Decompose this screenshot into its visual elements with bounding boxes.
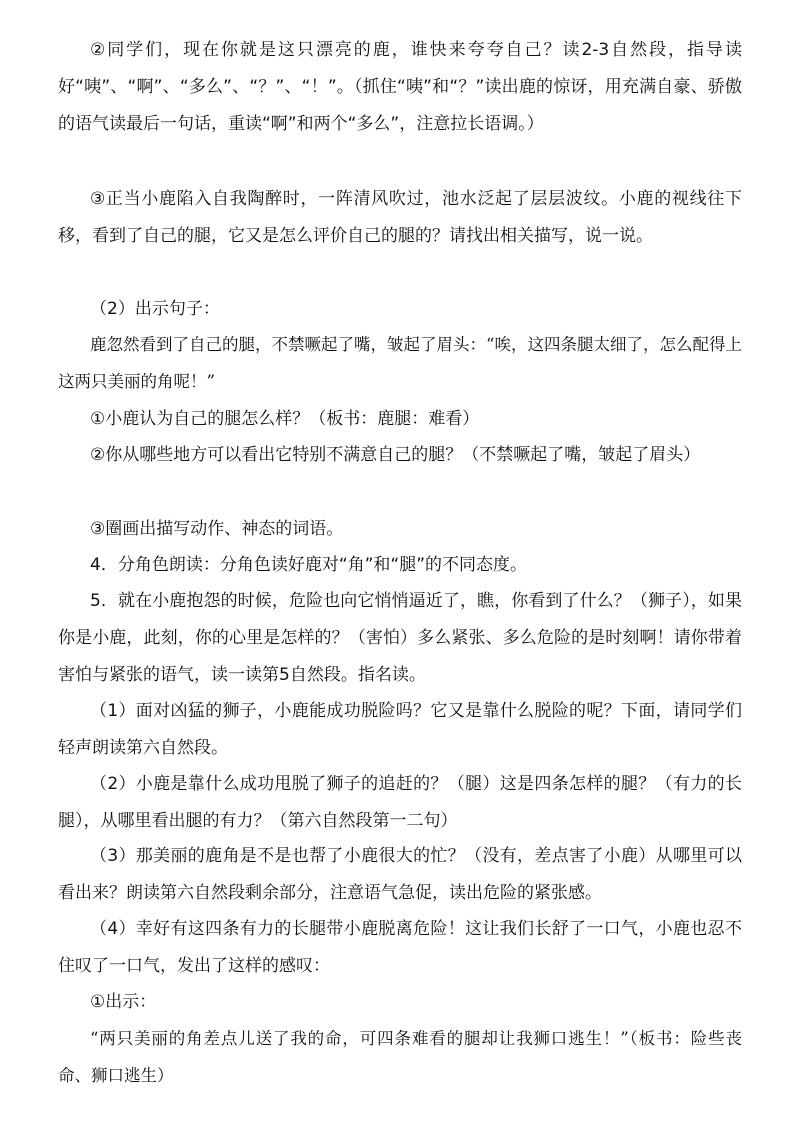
paragraph-legs-strength: （2）小鹿是靠什么成功甩脱了狮子的追赶的？（腿）这是四条怎样的腿？（有力的长腿），从哪里看出腿的有力？（第六自然段第一二句） <box>58 774 742 831</box>
paragraph-escape-question: （1）面对凶猛的狮子，小鹿能成功脱险吗？它又是靠什么脱险的呢？下面，请同学们轻声朗读第六自然段。 <box>58 701 742 758</box>
paragraph-look-at-legs: ③正当小鹿陷入自我陶醉时，一阵清风吹过，池水泛起了层层波纹。小鹿的视线往下移，看到了自己的腿，它又是怎么评价自己的腿的？请找出相关描写，说一说。 <box>58 189 742 246</box>
paragraph-question-3: ③圈画出描写动作、神态的词语。 <box>90 519 344 539</box>
paragraph-danger: 5．就在小鹿抱怨的时候，危险也向它悄悄逼近了，瞧，你看到了什么？（狮子），如果你是小鹿，此刻，你的心里是怎样的？（害怕）多么紧张、多么危险的是时刻啊！请你带着害怕与紧张的语气，读一读第5自然段。指名读。 <box>58 591 742 685</box>
paragraph-question-2: ②你从哪些地方可以看出它特别不满意自己的腿？（不禁噘起了嘴，皱起了眉头） <box>90 445 701 465</box>
paragraph-antlers: （3）那美丽的鹿角是不是也帮了小鹿很大的忙？（没有，差点害了小鹿）从哪里可以看出来？朗读第六自然段剩余部分，注意语气急促，读出危险的紧张感。 <box>58 846 742 903</box>
paragraph-show-sentence-heading: （2）出示句子： <box>90 299 220 319</box>
paragraph-praise-self: ②同学们，现在你就是这只漂亮的鹿，谁快来夸夸自己？读2-3自然段，指导读好“咦”、“啊”、“多么”、“？”、“！”。（抓住“咦”和“？”读出鹿的惊讶，用充满自豪、骄傲的语气读最后一句话，重读“啊”和两个“多么”，注意拉长语调。） <box>58 40 742 134</box>
paragraph-question-1: ①小鹿认为自己的腿怎么样？（板书：鹿腿：难看） <box>90 409 480 429</box>
paragraph-quote-escape: “两只美丽的角差点儿送了我的命，可四条难看的腿却让我狮口逃生！”（板书：险些丧命、狮口逃生） <box>58 1029 742 1085</box>
paragraph-role-reading: 4．分角色朗读：分角色读好鹿对“角”和“腿”的不同态度。 <box>90 555 528 575</box>
paragraph-show: ①出示： <box>90 992 157 1012</box>
paragraph-sigh: （4）幸好有这四条有力的长腿带小鹿脱离危险！这让我们长舒了一口气，小鹿也忍不住叹了一口气，发出了这样的感叹： <box>58 919 742 976</box>
paragraph-quote-legs: 鹿忽然看到了自己的腿，不禁噘起了嘴，皱起了眉头：“唉，这四条腿太细了，怎么配得上这两只美丽的角呢！” <box>58 335 742 391</box>
